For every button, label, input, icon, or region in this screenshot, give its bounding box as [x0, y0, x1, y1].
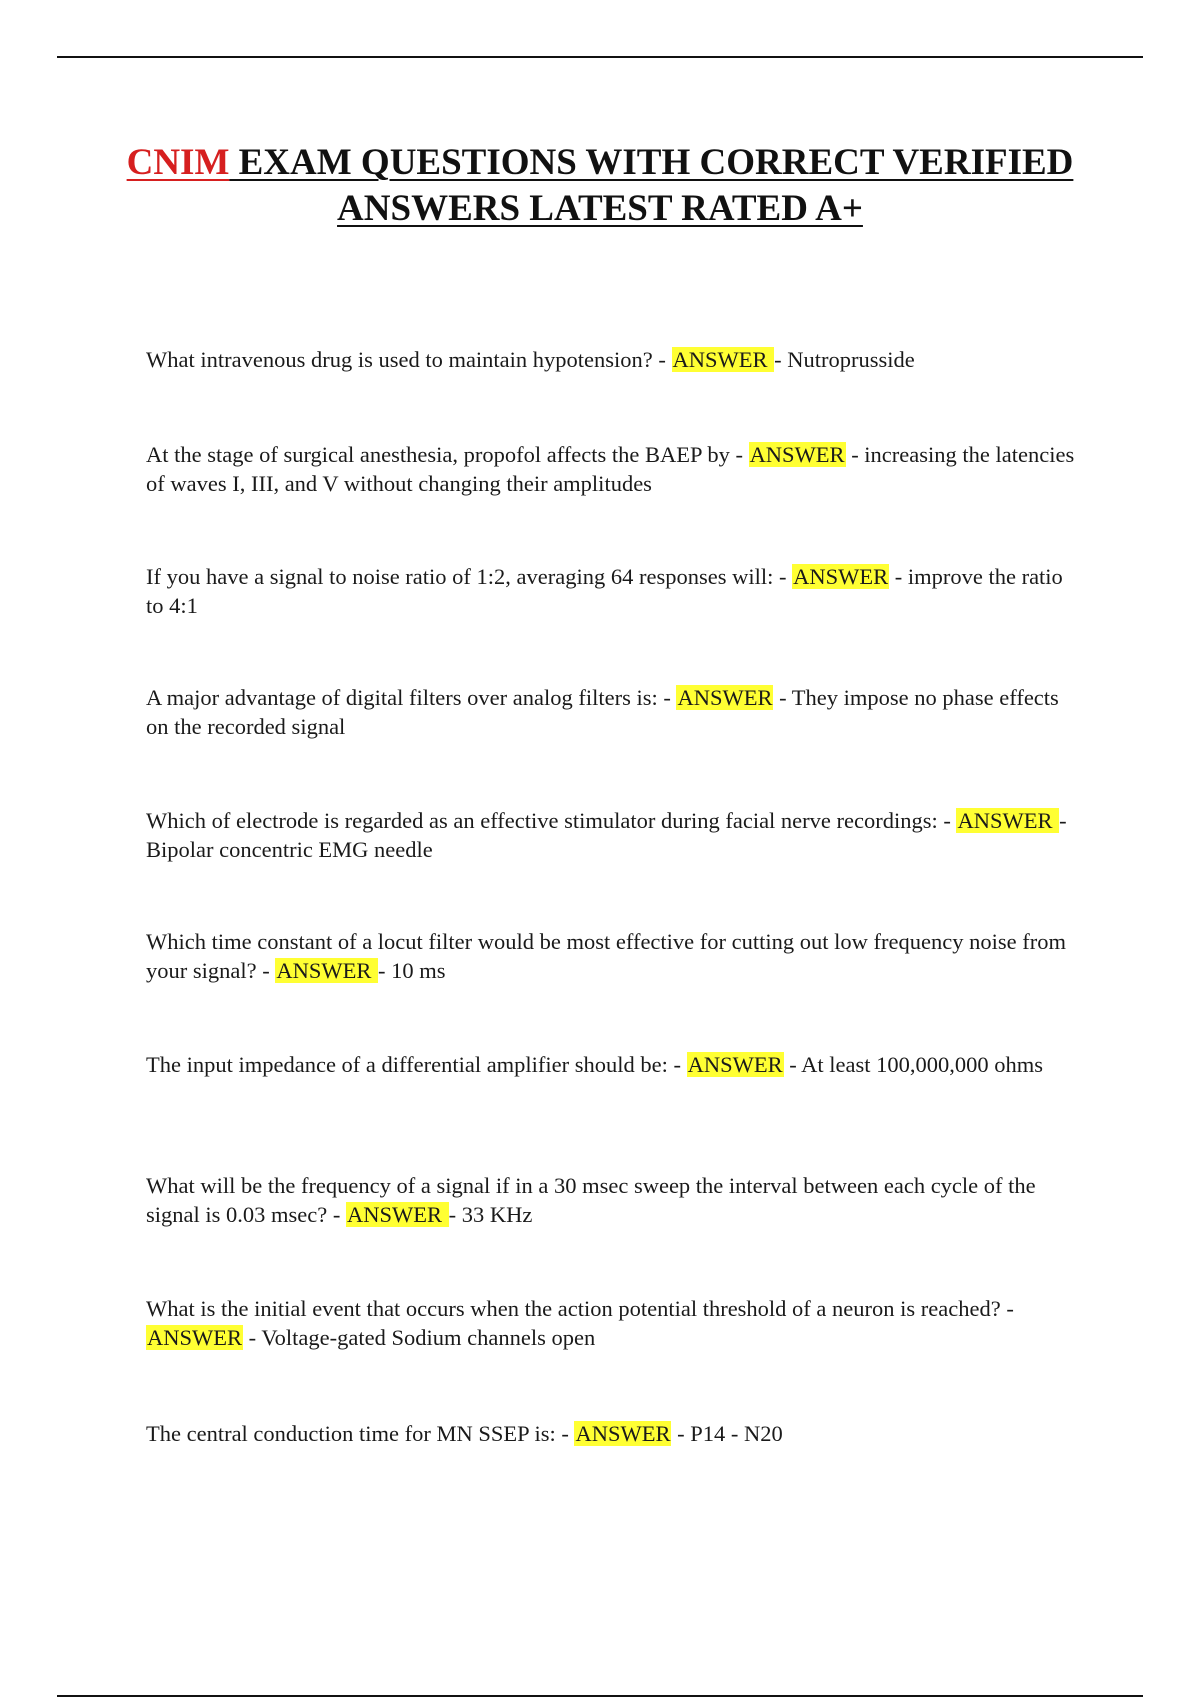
question-text: At the stage of surgical anesthesia, propofol affects the BAEP by -: [146, 442, 749, 467]
answer-text: - 33 KHz: [448, 1201, 533, 1227]
answer-label: ANSWER: [687, 1052, 783, 1077]
question-text: A major advantage of digital filters over analog filters is: -: [146, 685, 677, 710]
bottom-rule: [57, 1695, 1143, 1697]
answer-text: - Voltage-gated Sodium channels open: [243, 1324, 596, 1350]
answer-text: - At least 100,000,000 ohms: [783, 1052, 1044, 1077]
answer-text: - Nutroprusside: [774, 347, 915, 372]
answer-text: - P14 - N20: [671, 1421, 783, 1446]
answer-label: ANSWER: [793, 564, 889, 589]
qa-item: [146, 928, 1076, 985]
question-text: What will be the frequency of a signal if in a 30 msec sweep the interval between each cycle of the signal is 0.03 msec? -: [146, 1173, 1036, 1227]
answer-label: ANSWER: [575, 1421, 671, 1446]
question-text: The input impedance of a differential amplifier should be: -: [146, 1052, 687, 1077]
qa-item: [146, 563, 1076, 620]
title-line-2: ANSWERS LATEST RATED A+: [337, 188, 863, 229]
question-text: If you have a signal to noise ratio of 1:2, averaging 64 responses will: -: [146, 564, 793, 589]
question-text: Which time constant of a locut filter would be most effective for cutting out low frequency noise from your signal? -: [146, 929, 1066, 983]
answer-text: - They impose no phase effects on the recorded signal: [146, 685, 1059, 739]
qa-item: [146, 684, 1076, 741]
answer-label: ANSWER: [147, 1324, 242, 1350]
document-title: [100, 140, 1100, 232]
answer-label: ANSWER: [276, 957, 377, 983]
answer-label: ANSWER: [346, 1201, 448, 1227]
answer-text: - increasing the latencies of waves I, III, and V without changing their amplitudes: [146, 442, 1075, 496]
qa-item: [146, 1420, 1076, 1449]
answer-text: - Bipolar concentric EMG needle: [146, 808, 1067, 862]
top-rule: [57, 56, 1143, 58]
title-brand: CNIM: [126, 142, 230, 183]
question-text: Which of electrode is regarded as an effective stimulator during facial nerve recordings: -: [146, 808, 957, 833]
qa-item: [146, 1172, 1076, 1229]
title-line-1: EXAM QUESTIONS WITH CORRECT VERIFIED: [229, 142, 1074, 183]
qa-item: [146, 441, 1076, 498]
qa-item: [146, 807, 1076, 864]
answer-text: - 10 ms: [377, 957, 446, 983]
answer-label: ANSWER: [749, 442, 845, 467]
answer-label: ANSWER: [672, 347, 774, 372]
answer-label: ANSWER: [957, 808, 1059, 833]
answer-label: ANSWER: [677, 685, 773, 710]
qa-item: [146, 346, 1076, 375]
question-text: What intravenous drug is used to maintain hypotension? -: [146, 347, 672, 372]
question-text: The central conduction time for MN SSEP is: -: [146, 1421, 575, 1446]
qa-item: [146, 1051, 1076, 1080]
question-text: What is the initial event that occurs when the action potential threshold of a neuron is reached? -: [146, 1296, 1014, 1321]
answer-text: - improve the ratio to 4:1: [146, 564, 1063, 618]
qa-item: [146, 1295, 1076, 1352]
